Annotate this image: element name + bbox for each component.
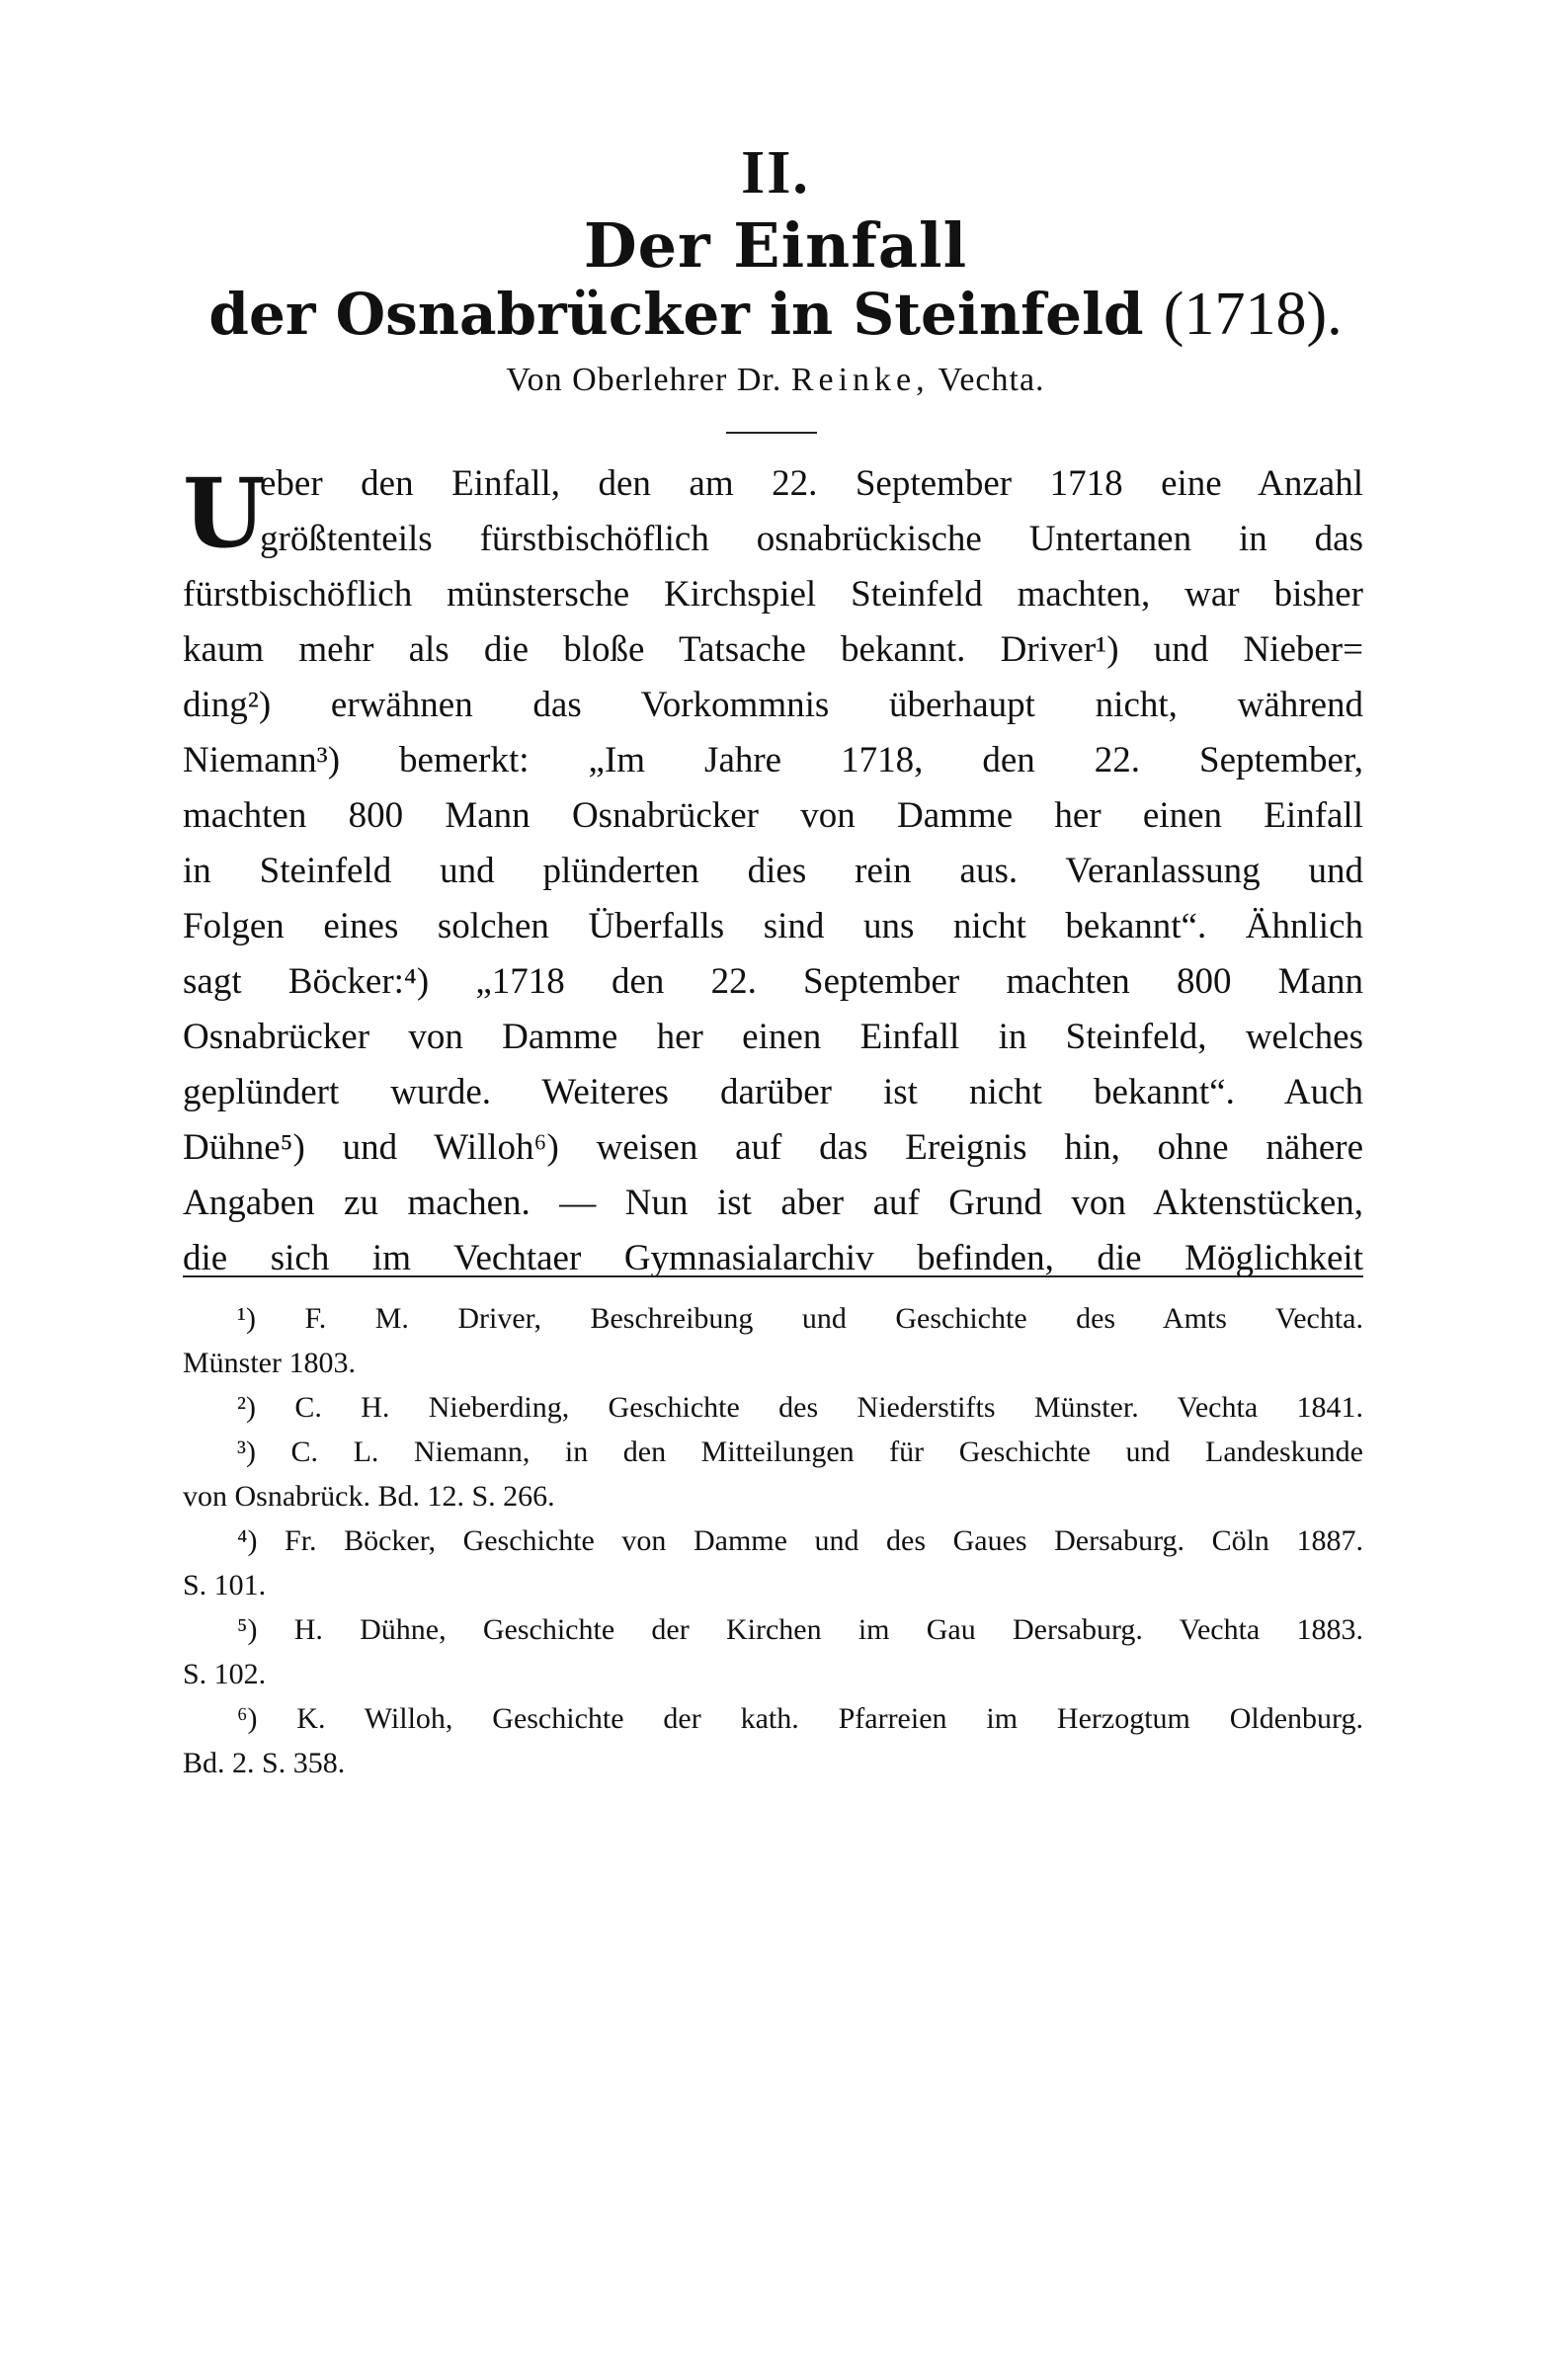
- footnote-line: S. 101.: [183, 1569, 267, 1601]
- footnote-line: ²) C. H. Nieberding, Geschichte des Niederstifts Münster. Vechta 1841.: [237, 1391, 1363, 1424]
- footnote-line: ³) C. L. Niemann, in den Mitteilungen für Geschichte und Landeskunde: [237, 1436, 1363, 1468]
- footnote-line: ⁵) H. Dühne, Geschichte der Kirchen im Gau Dersaburg. Vechta 1883.: [237, 1613, 1363, 1646]
- body-line: ding²) erwähnen das Vorkommnis überhaupt nicht, während: [183, 685, 1363, 725]
- footnote-line: Bd. 2. S. 358.: [183, 1747, 346, 1779]
- body-line: eber den Einfall, den am 22. September 1718 eine Anzahl: [260, 463, 1363, 504]
- footnotes: [183, 1296, 1363, 1785]
- author-place: Vechta.: [938, 362, 1045, 398]
- body-line: Angaben zu machen. — Nun ist aber auf Grund von Aktenstücken,: [183, 1183, 1363, 1223]
- body-line: kaum mehr als die bloße Tatsache bekannt. Driver¹) und Nieber=: [183, 629, 1363, 670]
- author-prefix: Von Oberlehrer Dr.: [506, 362, 782, 398]
- drop-cap: U: [183, 457, 266, 569]
- footnote-line: ⁴) Fr. Böcker, Geschichte von Damme und des Gaues Dersaburg. Cöln 1887.: [237, 1524, 1363, 1557]
- footnote-line: ⁶) K. Willoh, Geschichte der kath. Pfarreien im Herzogtum Oldenburg.: [237, 1702, 1363, 1735]
- footnote-line: Münster 1803.: [183, 1347, 356, 1379]
- footnote-divider: [183, 1275, 1363, 1277]
- footnote-line: S. 102.: [183, 1658, 267, 1690]
- body-line: die sich im Vechtaer Gymnasialarchiv befinden, die Möglichkeit: [183, 1238, 1363, 1278]
- title-divider: [726, 432, 817, 434]
- author-line: [0, 362, 1551, 399]
- body-line: geplündert wurde. Weiteres darüber ist nicht bekannt“. Auch: [183, 1072, 1363, 1112]
- title-year: (1718).: [1163, 281, 1343, 348]
- body-line: in Steinfeld und plünderten dies rein aus. Veranlassung und: [183, 851, 1363, 891]
- title-line-1: Der Einfall: [583, 209, 968, 282]
- body-line: Niemann³) bemerkt: „Im Jahre 1718, den 22. September,: [183, 740, 1363, 780]
- author-name: Reinke,: [790, 362, 930, 398]
- body-line: Dühne⁵) und Willoh⁶) weisen auf das Ereignis hin, ohne nähere: [183, 1127, 1363, 1168]
- body-line: machten 800 Mann Osnabrücker von Damme her einen Einfall: [183, 795, 1363, 836]
- body-line: Osnabrücker von Damme her einen Einfall in Steinfeld, welches: [183, 1017, 1363, 1057]
- body-text: [183, 456, 1363, 1286]
- body-line: sagt Böcker:⁴) „1718 den 22. September machten 800 Mann: [183, 961, 1363, 1002]
- title-line-2: [0, 280, 1551, 350]
- body-line: fürstbischöflich münstersche Kirchspiel Steinfeld machten, war bisher: [183, 574, 1363, 615]
- footnote-line: von Osnabrück. Bd. 12. S. 266.: [183, 1480, 555, 1513]
- title-line-2-text: der Osnabrücker in Steinfeld: [208, 281, 1144, 348]
- footnote-line: ¹) F. M. Driver, Beschreibung und Geschichte des Amts Vechta.: [237, 1302, 1363, 1335]
- chapter-number: II.: [741, 139, 810, 206]
- body-line: größtenteils fürstbischöflich osnabrückische Untertanen in das: [260, 519, 1363, 559]
- body-line: Folgen eines solchen Überfalls sind uns nicht bekannt“. Ähnlich: [183, 906, 1363, 946]
